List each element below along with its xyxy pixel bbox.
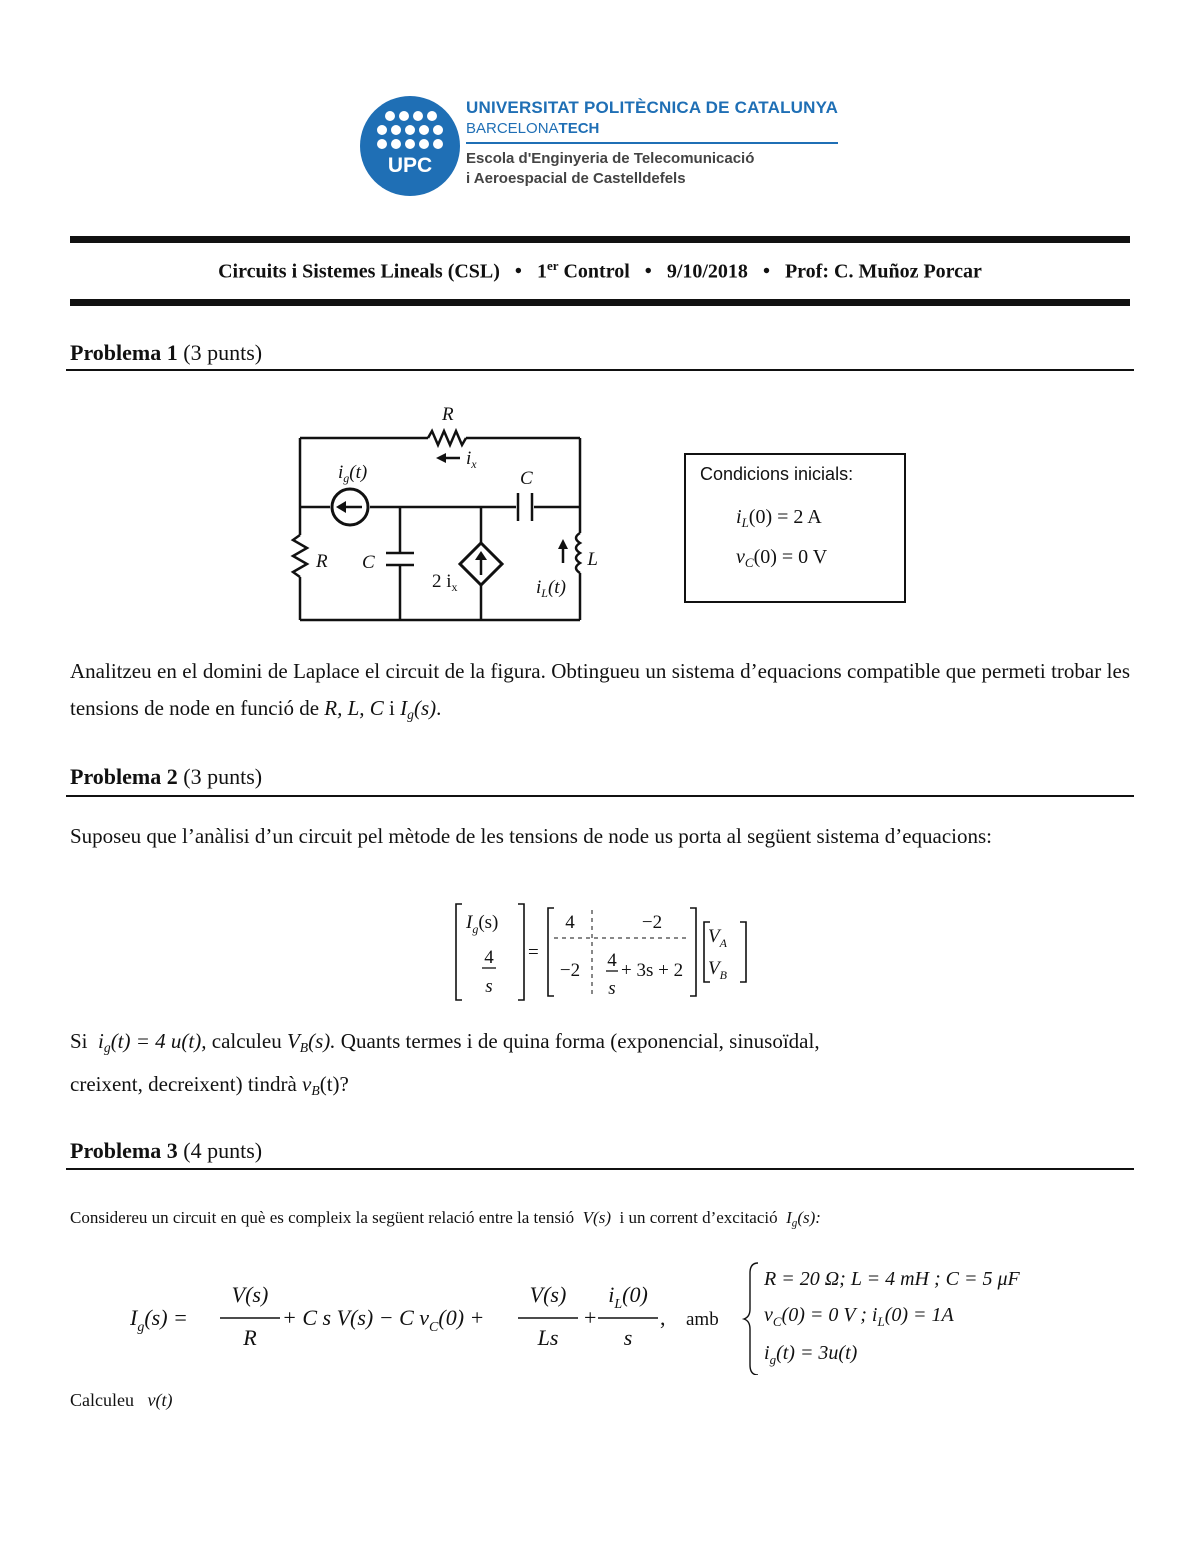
header-bottom-bar [70,299,1130,306]
svg-text:4: 4 [607,950,617,971]
svg-text:C: C [362,552,375,573]
initial-condition-iL: $i_L(0) = 2$ A [736,506,822,530]
svg-text:+ C s V(s) − C vC(0) +: + C s V(s) − C $v_C(0)$ + [282,1305,485,1335]
svg-text:−2: −2 [641,912,663,933]
svg-text:−2: −2 [559,960,581,981]
svg-text:=: = [528,942,539,963]
svg-text:iL(0): $i_L(0)$ [608,1282,648,1312]
svg-text:4: 4 [484,947,494,968]
exam-header: Circuits i Sistemes Lineals (CSL) • 1er Control • 9/10/2018 • Prof: C. Muñoz Porcar [218,258,982,283]
svg-text:R: R [243,1325,257,1350]
svg-text:R: R [316,551,328,572]
svg-text:C: C [520,468,533,489]
school-name-line2: i Aeroespacial de Castelldefels [466,170,686,187]
problem1-rule [66,369,1134,371]
upc-logo [360,96,460,196]
svg-text:R = 20 Ω; L = 4 mH ; C = 5: R = 20 Ω; L = 4 mH ; C = 5 μF [764,1268,1020,1290]
svg-text:Ls: Ls [537,1325,559,1350]
svg-text:vC(0) = 0 V ; iL(0) = 1A: $v_C(0) = 0$ V ; $i_L(0) = 1A$ [764,1304,954,1329]
problem3-equation [130,1255,1130,1375]
svg-text:s: s [623,1325,633,1350]
logo-divider [466,142,838,144]
university-name: UNIVERSITAT POLITÈCNICA DE CATALUNYA [466,98,839,117]
svg-text:Ig(s): $I_g(s)$ [466,912,499,936]
svg-text:ig(t): $i_g(t)$ [338,462,368,485]
svg-text:ix: $i_x$ [466,448,477,471]
svg-text:V(s): V(s) [231,1282,269,1307]
initial-conditions-title: Condicions inicials: [700,464,854,484]
svg-text:V(s): V(s) [529,1282,567,1307]
svg-text:VB: $V_B$ [708,958,727,982]
problem2-rule [66,795,1134,797]
problem1-title: Problema 1 (3 punts) [70,340,263,365]
svg-text:4: 4 [565,912,575,933]
problem2-question: Si $i_g(t) = 4$ u(t), calculeu $V_B(s)$. Quants termes i de quina forma (exponencial, sinusoïdal, creixent, decreixent) tindrà $v_B(t)$? [70,1029,820,1099]
svg-text:s: s [485,976,493,997]
problem3-statement: Considereu un circuit en què es compleix la següent relació entre la tensió V(s) i un corrent d’excitació $I_g(s)$: [70,1208,821,1230]
problem1-statement: Analitzeu en el domini de Laplace el circuit de la figura. Obtingueu un sistema d’equacions compatible que permeti trobar les tensions de node en funció de R, L, C i $I_g(s)$. [70,659,1130,723]
svg-text:L: L [587,549,598,570]
svg-text:+ 3s + 2: + 3s + 2 [621,960,684,981]
svg-text:UPC: UPC [387,154,433,177]
problem2-statement: Suposeu que l’anàlisi d’un circuit pel mètode de les tensions de node us porta al següent sistema d’equacions: [70,824,993,848]
circuit-diagram [280,395,600,630]
problem2-title: Problema 2 (3 punts) [70,764,263,789]
svg-text:ig(t) = 3u(t): $i_g(t) = 3u(t)$ [764,1342,858,1367]
svg-text:VA: $V_A$ [708,926,727,950]
svg-text:Ig(s) =: $I_g(s)$ = [130,1305,188,1335]
svg-text:+: + [584,1305,597,1330]
svg-text:s: s [608,978,616,999]
svg-text:R: R [442,404,454,425]
svg-text:,: , [660,1305,666,1330]
university-subname: BARCELONATECH [466,120,600,137]
svg-text:2 ix: 2 $i_x$ [432,571,458,594]
problem3-question: Calculeu v(t) [70,1390,173,1410]
svg-text:iL(t): $i_L(t)$ [536,577,566,600]
header-top-bar [70,236,1130,243]
problem3-title: Problema 3 (4 punts) [70,1138,263,1163]
svg-text:amb: amb [686,1309,719,1330]
school-name-line1: Escola d'Enginyeria de Telecomunicació [466,150,755,167]
initial-condition-vC: $v_C(0) = 0$ V [736,546,828,570]
matrix-equation [440,900,760,1004]
upc-logo-dots [360,96,460,196]
problem3-rule [66,1168,1134,1170]
